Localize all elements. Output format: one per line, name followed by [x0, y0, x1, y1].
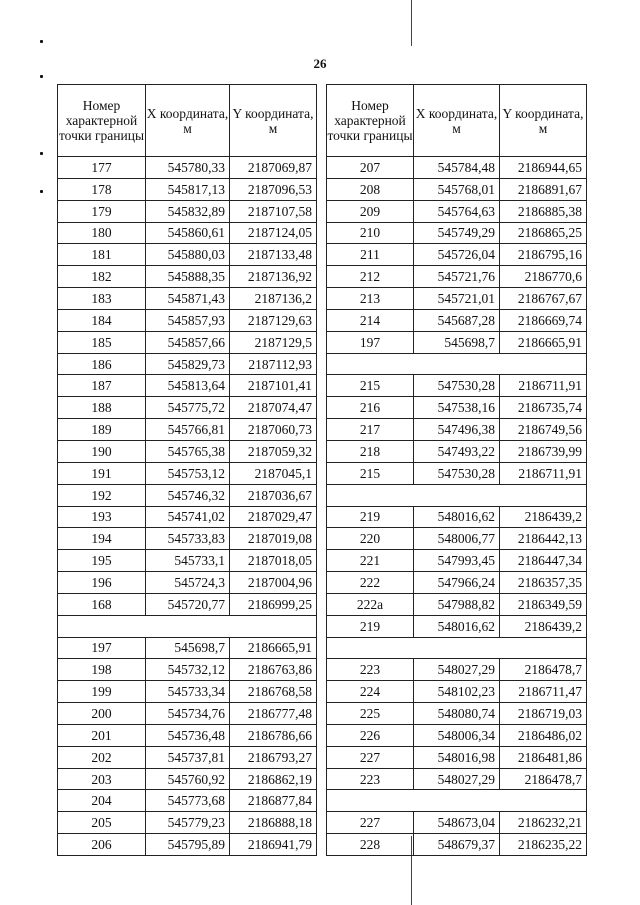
point-cell: 219 [327, 615, 414, 637]
table-row [58, 572, 317, 594]
table-row [327, 724, 587, 746]
table-row [327, 309, 587, 331]
y-cell: 2186877,84 [230, 790, 317, 812]
table-row [58, 506, 317, 528]
x-cell: 548016,62 [414, 506, 500, 528]
point-cell: 179 [58, 200, 146, 222]
point-cell: 185 [58, 331, 146, 353]
separator-cell [327, 637, 587, 659]
point-cell: 214 [327, 309, 414, 331]
x-cell: 545829,73 [146, 353, 230, 375]
point-cell: 199 [58, 681, 146, 703]
x-cell: 545773,68 [146, 790, 230, 812]
point-cell: 210 [327, 222, 414, 244]
table-row [58, 724, 317, 746]
table-row [327, 397, 587, 419]
x-cell: 548027,29 [414, 768, 500, 790]
margin-mark [40, 152, 43, 155]
x-cell: 545733,83 [146, 528, 230, 550]
table-row [58, 681, 317, 703]
x-cell: 548016,62 [414, 615, 500, 637]
y-cell: 2187029,47 [230, 506, 317, 528]
separator-cell [327, 353, 587, 375]
table-row [58, 484, 317, 506]
coordinates-table-right [326, 84, 587, 856]
x-cell: 545749,29 [414, 222, 500, 244]
x-cell: 548102,23 [414, 681, 500, 703]
point-cell: 200 [58, 703, 146, 725]
x-cell: 545857,66 [146, 331, 230, 353]
table-row [58, 266, 317, 288]
y-cell: 2187004,96 [230, 572, 317, 594]
point-cell: 227 [327, 812, 414, 834]
y-cell: 2186739,99 [500, 440, 587, 462]
separator-row [327, 790, 587, 812]
x-cell: 545779,23 [146, 812, 230, 834]
x-cell: 545746,32 [146, 484, 230, 506]
table-row [58, 637, 317, 659]
x-cell: 545795,89 [146, 834, 230, 856]
y-cell: 2186749,56 [500, 419, 587, 441]
x-cell: 545733,1 [146, 550, 230, 572]
table-row [58, 703, 317, 725]
y-cell: 2186481,86 [500, 746, 587, 768]
point-cell: 204 [58, 790, 146, 812]
y-cell: 2187059,32 [230, 440, 317, 462]
point-cell: 191 [58, 462, 146, 484]
table-row [58, 440, 317, 462]
x-cell: 545764,63 [414, 200, 500, 222]
table-row [327, 812, 587, 834]
table-row [327, 178, 587, 200]
point-cell: 182 [58, 266, 146, 288]
y-cell: 2186442,13 [500, 528, 587, 550]
table-row [327, 746, 587, 768]
separator-row [58, 615, 317, 637]
y-cell: 2186735,74 [500, 397, 587, 419]
table-row [58, 244, 317, 266]
point-cell: 203 [58, 768, 146, 790]
y-cell: 2187129,63 [230, 309, 317, 331]
table-row [58, 353, 317, 375]
x-cell: 548679,37 [414, 834, 500, 856]
table-row [327, 462, 587, 484]
y-cell: 2186944,65 [500, 157, 587, 179]
x-cell: 545734,76 [146, 703, 230, 725]
separator-row [327, 484, 587, 506]
point-cell: 187 [58, 375, 146, 397]
point-cell: 192 [58, 484, 146, 506]
x-cell: 548027,29 [414, 659, 500, 681]
table-row [58, 222, 317, 244]
y-cell: 2187069,87 [230, 157, 317, 179]
y-cell: 2186777,48 [230, 703, 317, 725]
y-cell: 2186486,02 [500, 724, 587, 746]
x-cell: 545720,77 [146, 593, 230, 615]
point-cell: 224 [327, 681, 414, 703]
point-cell: 208 [327, 178, 414, 200]
point-cell: 184 [58, 309, 146, 331]
x-cell: 545766,81 [146, 419, 230, 441]
y-cell: 2187096,53 [230, 178, 317, 200]
y-cell: 2187136,2 [230, 288, 317, 310]
point-cell: 189 [58, 419, 146, 441]
x-cell: 545817,13 [146, 178, 230, 200]
point-cell: 197 [327, 331, 414, 353]
table-row [58, 462, 317, 484]
point-cell: 202 [58, 746, 146, 768]
y-cell: 2186711,91 [500, 375, 587, 397]
separator-row [327, 637, 587, 659]
y-cell: 2186478,7 [500, 659, 587, 681]
separator-cell [58, 615, 317, 637]
header-y: Y координата, м [500, 85, 587, 157]
x-cell: 545765,38 [146, 440, 230, 462]
y-cell: 2186795,16 [500, 244, 587, 266]
margin-mark [40, 190, 43, 193]
x-cell: 545721,01 [414, 288, 500, 310]
header-row [58, 85, 317, 157]
y-cell: 2186669,74 [500, 309, 587, 331]
x-cell: 545753,12 [146, 462, 230, 484]
x-cell: 545871,43 [146, 288, 230, 310]
table-row [58, 157, 317, 179]
x-cell: 545737,81 [146, 746, 230, 768]
x-cell: 548016,98 [414, 746, 500, 768]
y-cell: 2187107,58 [230, 200, 317, 222]
y-cell: 2187019,08 [230, 528, 317, 550]
header-point: Номер характерной точки границы [327, 85, 414, 157]
y-cell: 2186711,47 [500, 681, 587, 703]
y-cell: 2186885,38 [500, 200, 587, 222]
x-cell: 545768,01 [414, 178, 500, 200]
y-cell: 2186719,03 [500, 703, 587, 725]
x-cell: 548673,04 [414, 812, 500, 834]
point-cell: 215 [327, 462, 414, 484]
table-row [58, 768, 317, 790]
point-cell: 183 [58, 288, 146, 310]
margin-mark [40, 40, 43, 43]
point-cell: 178 [58, 178, 146, 200]
y-cell: 2187101,41 [230, 375, 317, 397]
margin-mark [40, 75, 43, 78]
y-cell: 2186711,91 [500, 462, 587, 484]
separator-cell [327, 790, 587, 812]
x-cell: 545832,89 [146, 200, 230, 222]
point-cell: 186 [58, 353, 146, 375]
y-cell: 2187018,05 [230, 550, 317, 572]
table-row [327, 593, 587, 615]
point-cell: 198 [58, 659, 146, 681]
x-cell: 545760,92 [146, 768, 230, 790]
x-cell: 547530,28 [414, 375, 500, 397]
table-row [327, 200, 587, 222]
y-cell: 2187112,93 [230, 353, 317, 375]
point-cell: 222 [327, 572, 414, 594]
x-cell: 548080,74 [414, 703, 500, 725]
x-cell: 548006,34 [414, 724, 500, 746]
x-cell: 545860,61 [146, 222, 230, 244]
y-cell: 2186439,2 [500, 506, 587, 528]
table-row [327, 659, 587, 681]
point-cell: 188 [58, 397, 146, 419]
table-row [327, 550, 587, 572]
y-cell: 2186767,67 [500, 288, 587, 310]
point-cell: 205 [58, 812, 146, 834]
point-cell: 177 [58, 157, 146, 179]
point-cell: 193 [58, 506, 146, 528]
point-cell: 219 [327, 506, 414, 528]
coordinates-table-left [57, 84, 317, 856]
y-cell: 2187060,73 [230, 419, 317, 441]
point-cell: 217 [327, 419, 414, 441]
y-cell: 2186665,91 [230, 637, 317, 659]
point-cell: 213 [327, 288, 414, 310]
point-cell: 228 [327, 834, 414, 856]
point-cell: 197 [58, 637, 146, 659]
y-cell: 2186862,19 [230, 768, 317, 790]
table-row [327, 222, 587, 244]
separator-row [327, 353, 587, 375]
y-cell: 2186888,18 [230, 812, 317, 834]
top-divider-line [411, 0, 412, 46]
header-x: X координата, м [414, 85, 500, 157]
y-cell: 2187133,48 [230, 244, 317, 266]
point-cell: 194 [58, 528, 146, 550]
x-cell: 547530,28 [414, 462, 500, 484]
point-cell: 226 [327, 724, 414, 746]
x-cell: 548006,77 [414, 528, 500, 550]
y-cell: 2186999,25 [230, 593, 317, 615]
table-row [58, 746, 317, 768]
table-row [58, 288, 317, 310]
point-cell: 190 [58, 440, 146, 462]
point-cell: 168 [58, 593, 146, 615]
table-row [327, 419, 587, 441]
x-cell: 547993,45 [414, 550, 500, 572]
x-cell: 547496,38 [414, 419, 500, 441]
point-cell: 221 [327, 550, 414, 572]
y-cell: 2187045,1 [230, 462, 317, 484]
table-row [58, 659, 317, 681]
point-cell: 209 [327, 200, 414, 222]
x-cell: 545732,12 [146, 659, 230, 681]
point-cell: 206 [58, 834, 146, 856]
table-row [58, 790, 317, 812]
x-cell: 545813,64 [146, 375, 230, 397]
x-cell: 547493,22 [414, 440, 500, 462]
y-cell: 2186786,66 [230, 724, 317, 746]
header-y: Y координата, м [230, 85, 317, 157]
point-cell: 181 [58, 244, 146, 266]
y-cell: 2186793,27 [230, 746, 317, 768]
y-cell: 2186941,79 [230, 834, 317, 856]
table-row [58, 528, 317, 550]
y-cell: 2186891,67 [500, 178, 587, 200]
x-cell: 545880,03 [146, 244, 230, 266]
table-row [327, 440, 587, 462]
table-row [327, 375, 587, 397]
x-cell: 545733,34 [146, 681, 230, 703]
table-row [327, 157, 587, 179]
point-cell: 211 [327, 244, 414, 266]
table-row [58, 593, 317, 615]
point-cell: 195 [58, 550, 146, 572]
point-cell: 223 [327, 659, 414, 681]
point-cell: 215 [327, 375, 414, 397]
y-cell: 2187074,47 [230, 397, 317, 419]
x-cell: 545726,04 [414, 244, 500, 266]
x-cell: 545888,35 [146, 266, 230, 288]
point-cell: 227 [327, 746, 414, 768]
y-cell: 2186768,58 [230, 681, 317, 703]
table-row [58, 178, 317, 200]
point-cell: 216 [327, 397, 414, 419]
table-row [58, 200, 317, 222]
point-cell: 218 [327, 440, 414, 462]
table-row [58, 550, 317, 572]
y-cell: 2186770,6 [500, 266, 587, 288]
y-cell: 2187129,5 [230, 331, 317, 353]
y-cell: 2186665,91 [500, 331, 587, 353]
x-cell: 545724,3 [146, 572, 230, 594]
x-cell: 545741,02 [146, 506, 230, 528]
x-cell: 547966,24 [414, 572, 500, 594]
x-cell: 545687,28 [414, 309, 500, 331]
separator-cell [327, 484, 587, 506]
x-cell: 545775,72 [146, 397, 230, 419]
x-cell: 545857,93 [146, 309, 230, 331]
y-cell: 2186232,21 [500, 812, 587, 834]
page-number: 26 [313, 56, 327, 71]
x-cell: 545736,48 [146, 724, 230, 746]
point-cell: 207 [327, 157, 414, 179]
table-row [58, 397, 317, 419]
x-cell: 545698,7 [414, 331, 500, 353]
table-row [327, 331, 587, 353]
y-cell: 2187136,92 [230, 266, 317, 288]
x-cell: 545721,76 [414, 266, 500, 288]
x-cell: 547538,16 [414, 397, 500, 419]
table-row [327, 288, 587, 310]
point-cell: 201 [58, 724, 146, 746]
table-row [327, 703, 587, 725]
y-cell: 2186763,86 [230, 659, 317, 681]
table-row [327, 506, 587, 528]
x-cell: 545698,7 [146, 637, 230, 659]
y-cell: 2186478,7 [500, 768, 587, 790]
y-cell: 2187036,67 [230, 484, 317, 506]
table-row [327, 768, 587, 790]
table-row [327, 244, 587, 266]
table-row [327, 572, 587, 594]
point-cell: 223 [327, 768, 414, 790]
point-cell: 212 [327, 266, 414, 288]
table-row [58, 834, 317, 856]
point-cell: 180 [58, 222, 146, 244]
table-row [327, 528, 587, 550]
table-row [327, 681, 587, 703]
y-cell: 2186357,35 [500, 572, 587, 594]
table-row [327, 834, 587, 856]
header-row [327, 85, 587, 157]
y-cell: 2186235,22 [500, 834, 587, 856]
point-cell: 222а [327, 593, 414, 615]
table-row [58, 419, 317, 441]
header-point: Номер характерной точки границы [58, 85, 146, 157]
point-cell: 196 [58, 572, 146, 594]
x-cell: 545784,48 [414, 157, 500, 179]
table-row [58, 331, 317, 353]
y-cell: 2186865,25 [500, 222, 587, 244]
table-row [327, 266, 587, 288]
x-cell: 547988,82 [414, 593, 500, 615]
y-cell: 2186447,34 [500, 550, 587, 572]
table-row [327, 615, 587, 637]
point-cell: 220 [327, 528, 414, 550]
header-x: X координата, м [146, 85, 230, 157]
x-cell: 545780,33 [146, 157, 230, 179]
y-cell: 2186439,2 [500, 615, 587, 637]
y-cell: 2187124,05 [230, 222, 317, 244]
table-row [58, 375, 317, 397]
table-row [58, 309, 317, 331]
y-cell: 2186349,59 [500, 593, 587, 615]
table-row [58, 812, 317, 834]
point-cell: 225 [327, 703, 414, 725]
